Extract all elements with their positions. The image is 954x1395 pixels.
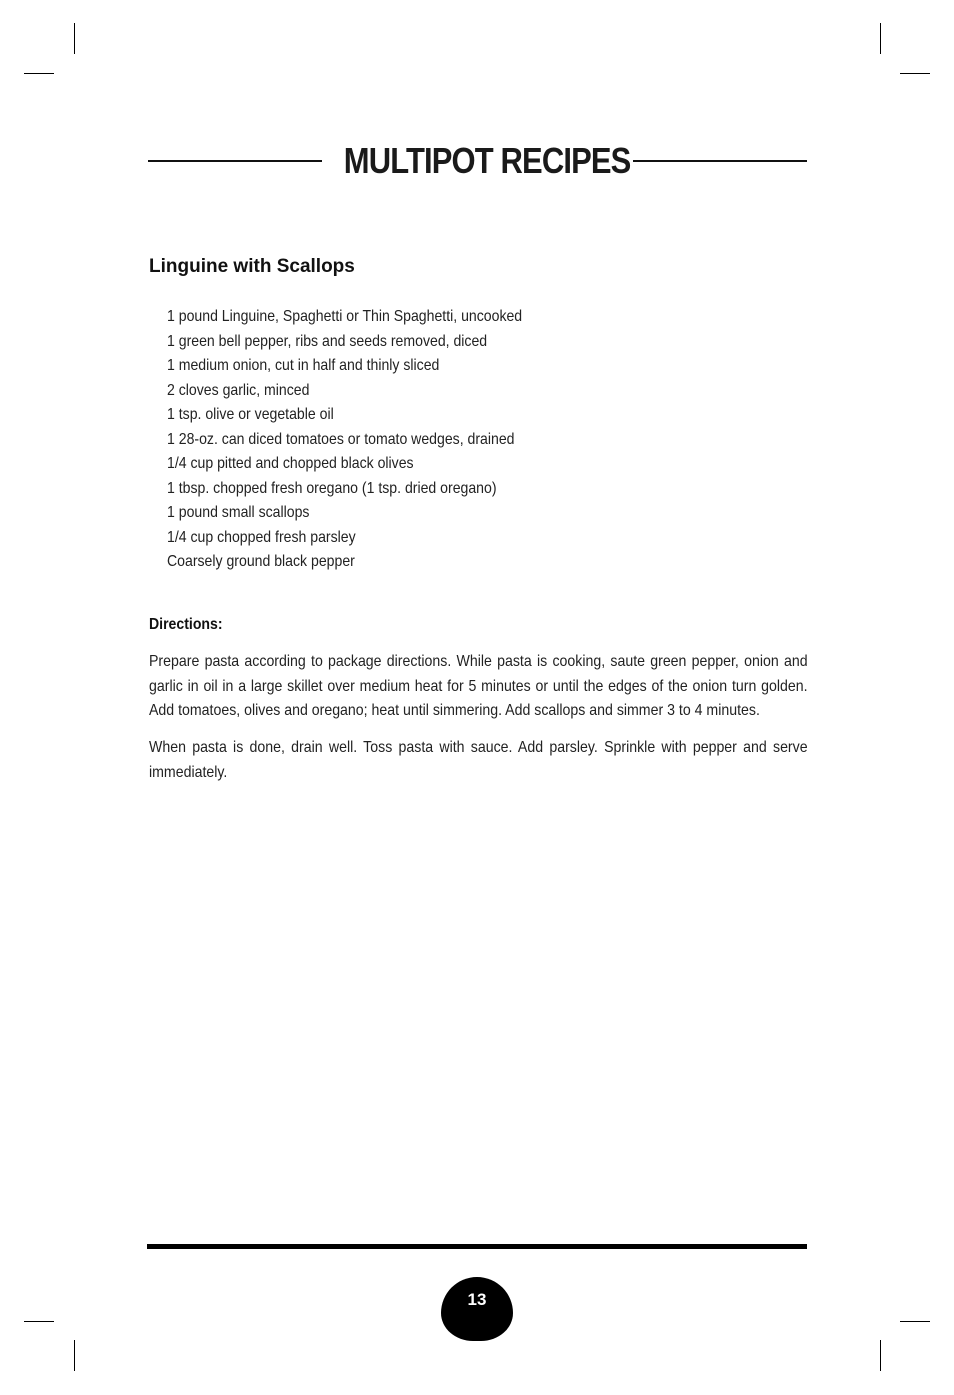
ingredient-item: 1 tbsp. chopped fresh oregano (1 tsp. dried oregano) [167, 479, 497, 497]
directions-heading: Directions: [149, 616, 223, 633]
directions-paragraph: When pasta is done, drain well. Toss pasta with sauce. Add parsley. Sprinkle with pepper and serve immediately. [149, 739, 808, 781]
ingredient-item: 1 medium onion, cut in half and thinly sliced [167, 357, 440, 374]
ingredient-item: 1 pound small scallops [167, 504, 310, 521]
ingredient-item: 1/4 cup chopped fresh parsley [167, 528, 356, 546]
ingredient-item: 2 cloves garlic, minced [167, 381, 310, 399]
page-number-badge [441, 1277, 513, 1341]
ingredient-item: 1 28-oz. can diced tomatoes or tomato wedges, drained [167, 430, 515, 448]
crop-mark [880, 23, 881, 54]
page-number: 13 [467, 1290, 487, 1309]
ingredient-item: Coarsely ground black pepper [167, 553, 355, 570]
ingredient-item: 1 green bell pepper, ribs and seeds removed, diced [167, 332, 488, 350]
crop-mark [900, 1321, 930, 1322]
header-rule-left [148, 160, 322, 162]
crop-mark [880, 1340, 881, 1371]
page-title: MULTIPOT RECIPES [343, 140, 631, 181]
header-rule-right [633, 160, 807, 162]
ingredient-list [167, 305, 571, 575]
ingredient-item: 1/4 cup pitted and chopped black olives [167, 455, 414, 472]
crop-mark [24, 73, 54, 74]
recipe-title: Linguine with Scallops [149, 256, 355, 277]
ingredient-item: 1 pound Linguine, Spaghetti or Thin Spaghetti, uncooked [167, 308, 523, 325]
page-header [148, 140, 807, 182]
directions-paragraph: Prepare pasta according to package directions. While pasta is cooking, saute green pepper, onion and garlic in oil in a large skillet over medium heat for 5 minutes or until the edges of the onion turn golden. Add tomatoes, olives and oregano; heat until simmering. Add scallops and simmer 3 to 4 minutes. [149, 653, 808, 719]
crop-mark [74, 1340, 75, 1371]
crop-mark [900, 73, 930, 74]
crop-mark [24, 1321, 54, 1322]
crop-mark [74, 23, 75, 54]
footer-rule [147, 1244, 807, 1249]
ingredient-item: 1 tsp. olive or vegetable oil [167, 406, 334, 423]
